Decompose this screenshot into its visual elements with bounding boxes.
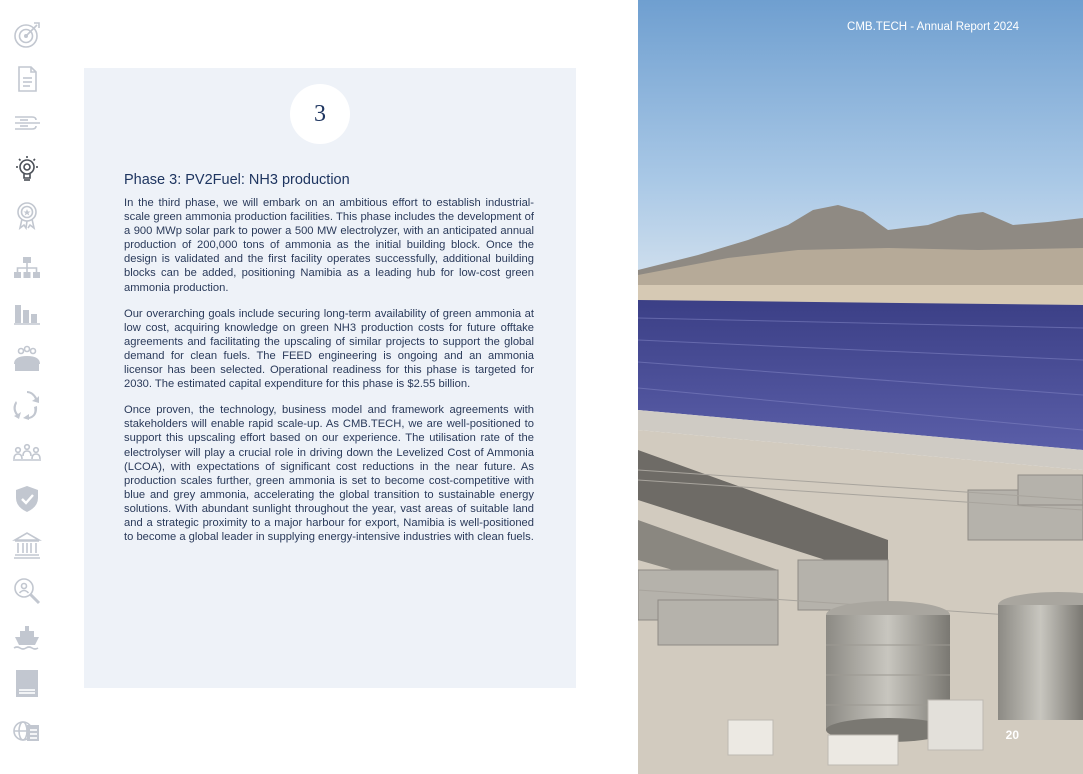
section-title: Phase 3: PV2Fuel: NH3 production [124, 172, 350, 188]
document-icon[interactable] [10, 62, 44, 96]
report-header: CMB.TECH - Annual Report 2024 [847, 21, 1019, 33]
recycle-icon[interactable] [10, 388, 44, 422]
wind-icon[interactable] [10, 106, 44, 140]
paragraph: In the third phase, we will embark on an ambitious effort to establish industrial-scale green ammonia production facilities. This phase includes the development of a 900 MWp solar park to power a 500 MW electrolyzer, with an anticipated annual production of 200,000 tons of ammonia as the initial building block. Once the design is validated and the first facility operates successfully, additional building blocks can be added, positioning Namibia as a leading hub for low-cost green ammonia production. [124, 197, 534, 294]
award-icon[interactable] [10, 198, 44, 232]
org-chart-icon[interactable] [10, 250, 44, 284]
search-person-icon[interactable] [10, 574, 44, 608]
globe-document-icon[interactable] [10, 714, 44, 748]
shield-check-icon[interactable] [10, 482, 44, 516]
a-z-label: A-Z [21, 676, 33, 683]
body-text [124, 196, 534, 556]
paragraph: Once proven, the technology, business model and framework agreements with stakeholders will enable rapid scale-up. As CMB.TECH, we are well-positioned to support this upscaling effort based on our experience. The utilisation rate of the electrolyser will play a crucial role in driving down the Levelized Cost of Ammonia (LCOA), with expectations of significant cost reductions in the near future. As production scales further, green ammonia is set to become cost-competitive with blue and grey ammonia, accelerating the global transition to sustainable energy solutions. With abundant sunlight throughout the year, vast areas of suitable land and a strategic proximity to a major harbour for export, Namibia is well-positioned to become a global leader in supplying energy-intensive industries with clean fuels. [124, 404, 534, 544]
community-icon[interactable] [10, 436, 44, 470]
paragraph: Our overarching goals include securing long-term availability of green ammonia at low cost, acquiring knowledge on green NH3 production costs for future offtake agreements and facilitating the upscaling of similar projects to support the global demand for clean fuels. The FEED engineering is ongoing and an ammonia licensor has been selected. Operational readiness for this phase is targeted for 2030. The estimated capital expenditure for this phase is $2.55 billion. [124, 307, 534, 391]
content-panel [84, 68, 576, 688]
a-z-index-icon[interactable] [10, 666, 44, 700]
target-icon[interactable] [10, 18, 44, 52]
bar-chart-icon[interactable] [10, 296, 44, 330]
bank-icon[interactable] [10, 528, 44, 562]
phase-number-badge: 3 [290, 84, 350, 144]
people-group-icon[interactable] [10, 342, 44, 376]
sidebar-nav [0, 0, 56, 774]
ship-icon[interactable] [10, 620, 44, 654]
solar-park-photo [638, 0, 1083, 774]
solar-park-illustration [638, 0, 1083, 774]
page-number: 20 [1005, 728, 1019, 742]
lightbulb-icon[interactable] [10, 152, 44, 186]
